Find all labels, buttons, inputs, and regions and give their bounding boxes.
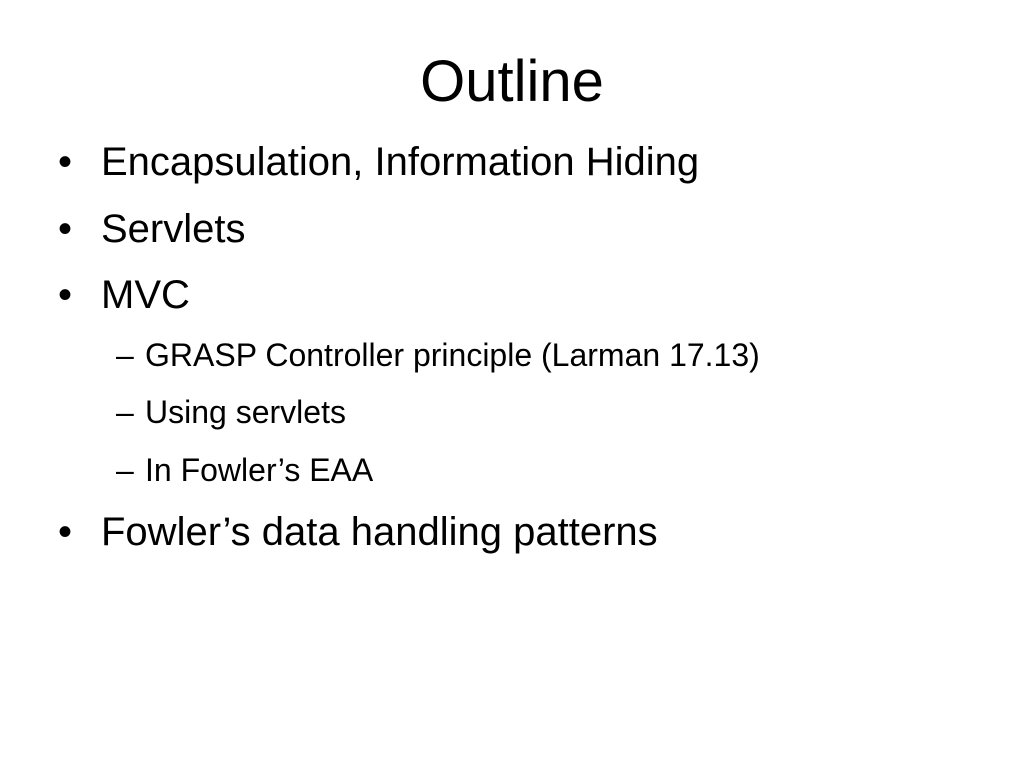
- bullet-marker: •: [58, 273, 73, 317]
- bullet-text: Encapsulation, Information Hiding: [101, 140, 700, 184]
- bullet-text: Fowler’s data handling patterns: [101, 510, 658, 554]
- bullet-marker: •: [58, 510, 73, 554]
- sub-bullet-marker: –: [116, 337, 134, 373]
- bullet-text: MVC: [101, 273, 190, 317]
- bullet-text: Servlets: [101, 207, 246, 251]
- bullet-marker: •: [58, 140, 73, 184]
- slide-title: Outline: [420, 49, 604, 114]
- sub-bullet-text: GRASP Controller principle (Larman 17.13): [145, 337, 760, 373]
- sub-bullet-marker: –: [116, 394, 134, 430]
- bullet-marker: •: [58, 207, 73, 251]
- sub-bullet-text: In Fowler’s EAA: [145, 452, 374, 488]
- sub-bullet-marker: –: [116, 452, 134, 488]
- sub-bullet-text: Using servlets: [145, 394, 346, 430]
